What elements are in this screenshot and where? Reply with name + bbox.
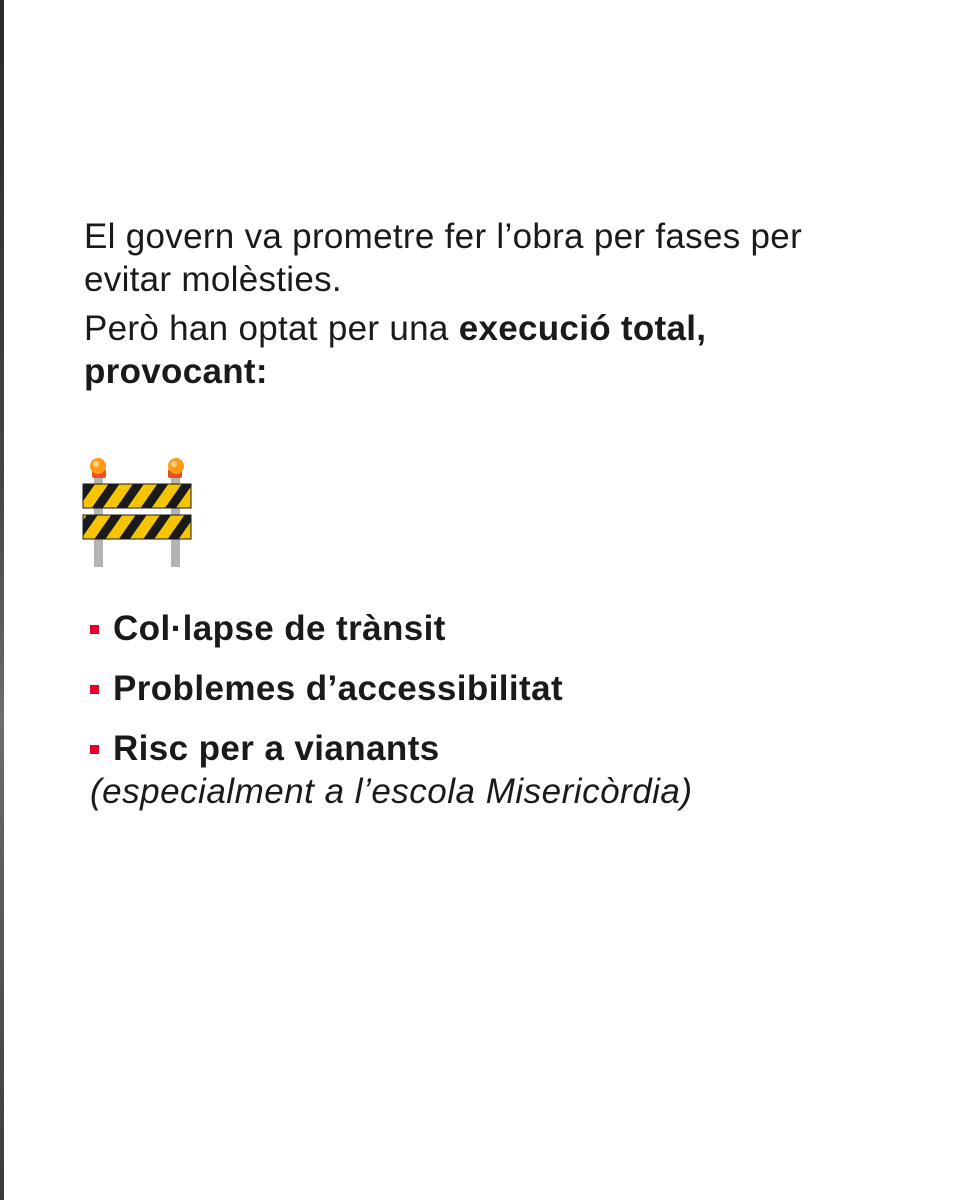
consequence-accessibility: Problemes d’accessibilitat: [113, 669, 564, 708]
construction-barrier-icon: [80, 455, 194, 569]
intro-text-block: [84, 215, 904, 393]
consequence-traffic: Col·lapse de trànsit: [113, 609, 446, 648]
intro-promise-text: El govern va prometre fer l’obra per fases per evitar molèsties.: [84, 217, 803, 299]
left-edge-strip: [0, 0, 4, 1200]
bullet-square-icon: [90, 625, 99, 634]
consequence-pedestrians: Risc per a vianants: [113, 729, 440, 768]
consequences-list: [90, 606, 910, 786]
intro-execution-prefix: Però han optat per una: [84, 309, 459, 348]
intro-execution-text: [84, 307, 764, 393]
upper-hazard-board: [83, 484, 191, 508]
school-note: (especialment a l’escola Misericòrdia): [90, 772, 693, 811]
intro-execution-bold: execució total, provocant:: [84, 309, 707, 391]
list-item: [90, 726, 910, 772]
list-item: [90, 606, 910, 652]
bullet-square-icon: [90, 745, 99, 754]
bullet-square-icon: [90, 685, 99, 694]
list-item: [90, 666, 910, 712]
lower-hazard-board: [83, 515, 191, 539]
